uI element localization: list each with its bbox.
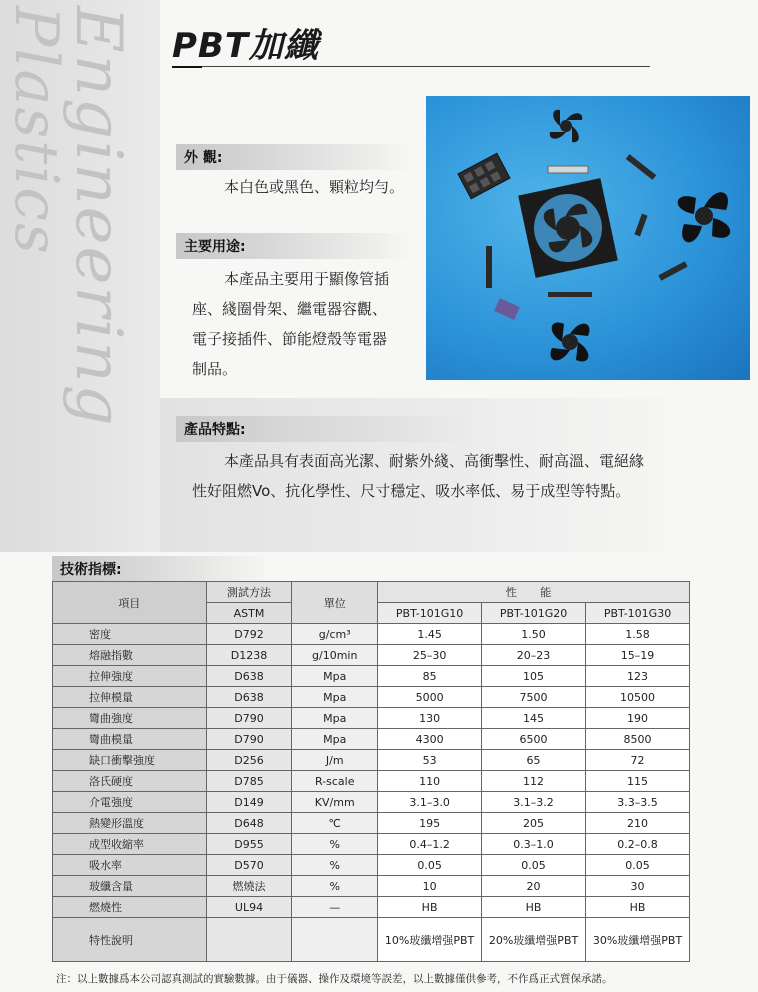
features-heading: 產品特點:	[176, 416, 476, 442]
row-method: D955	[206, 834, 292, 855]
row-method: D790	[206, 729, 292, 750]
row-unit: %	[292, 834, 378, 855]
strip-part-icon	[548, 166, 588, 173]
row-item: 熔融指數	[53, 645, 207, 666]
uses-line: 座、綫圈骨架、繼電器容觀、	[192, 300, 388, 318]
row-value: 195	[378, 813, 482, 834]
features-line: 性好阻燃Vo、抗化學性、尺寸穩定、吸水率低、易于成型等特點。	[192, 482, 631, 500]
product-photo	[426, 96, 750, 380]
row-method: D638	[206, 666, 292, 687]
row-method: UL94	[206, 897, 292, 918]
row-value: 0.05	[378, 855, 482, 876]
row-method: D570	[206, 855, 292, 876]
remark-value: 30%玻纖增强PBT	[586, 918, 690, 962]
row-value: 205	[482, 813, 586, 834]
row-item: 缺口衝擊強度	[53, 750, 207, 771]
table-row-remark	[53, 918, 690, 962]
row-unit: ℃	[292, 813, 378, 834]
header-unit: 單位	[292, 582, 378, 624]
header-performance: 性 能	[378, 582, 690, 603]
row-value: 3.3–3.5	[586, 792, 690, 813]
fan-large-icon	[678, 192, 730, 242]
row-value: 7500	[482, 687, 586, 708]
header-grade: PBT-101G10	[378, 603, 482, 624]
title-rule	[172, 66, 650, 67]
row-value: 30	[586, 876, 690, 897]
row-item: 熱變形溫度	[53, 813, 207, 834]
row-item: 密度	[53, 624, 207, 645]
row-unit: Mpa	[292, 708, 378, 729]
row-unit: Mpa	[292, 687, 378, 708]
row-value: 65	[482, 750, 586, 771]
row-item: 拉伸模量	[53, 687, 207, 708]
product-parts-illustration	[426, 96, 750, 380]
row-unit: g/cm³	[292, 624, 378, 645]
row-value: HB	[586, 897, 690, 918]
row-value: 0.05	[586, 855, 690, 876]
row-unit: Mpa	[292, 729, 378, 750]
row-method: D648	[206, 813, 292, 834]
spec-table	[52, 581, 690, 962]
row-value: 1.50	[482, 624, 586, 645]
row-value: 85	[378, 666, 482, 687]
fan-bottom-icon	[551, 323, 590, 362]
row-method: D792	[206, 624, 292, 645]
header-astm: ASTM	[206, 603, 292, 624]
purple-clip-icon	[494, 298, 520, 320]
table-row	[53, 708, 690, 729]
title-rule-accent	[172, 66, 202, 68]
remark-value: 10%玻纖增强PBT	[378, 918, 482, 962]
row-method: 燃燒法	[206, 876, 292, 897]
row-item: 彎曲強度	[53, 708, 207, 729]
row-value: 10	[378, 876, 482, 897]
row-unit: R-scale	[292, 771, 378, 792]
row-value: 8500	[586, 729, 690, 750]
row-value: 110	[378, 771, 482, 792]
row-method: D149	[206, 792, 292, 813]
table-row	[53, 645, 690, 666]
row-value: 72	[586, 750, 690, 771]
row-item: 彎曲模量	[53, 729, 207, 750]
table-row	[53, 750, 690, 771]
row-value: 1.58	[586, 624, 690, 645]
row-value: 6500	[482, 729, 586, 750]
row-method: D256	[206, 750, 292, 771]
page-title: PBT加纖	[172, 26, 320, 66]
row-value: 115	[586, 771, 690, 792]
table-row	[53, 729, 690, 750]
row-unit: %	[292, 876, 378, 897]
uses-text	[192, 264, 422, 384]
pin-strip-icon	[634, 214, 647, 237]
row-value: 4300	[378, 729, 482, 750]
table-row	[53, 687, 690, 708]
header-item: 項目	[53, 582, 207, 624]
row-value: 53	[378, 750, 482, 771]
row-value: 130	[378, 708, 482, 729]
fan-frame-icon	[518, 178, 618, 278]
pin-strip-icon	[486, 246, 492, 288]
row-value: 5000	[378, 687, 482, 708]
table-row	[53, 834, 690, 855]
row-unit: g/10min	[292, 645, 378, 666]
row-value: 0.2–0.8	[586, 834, 690, 855]
row-unit: Mpa	[292, 666, 378, 687]
table-row	[53, 771, 690, 792]
row-method: D790	[206, 708, 292, 729]
row-unit: J/m	[292, 750, 378, 771]
uses-line: 本產品主要用于顯像管插	[224, 270, 390, 288]
row-value: 0.4–1.2	[378, 834, 482, 855]
uses-line: 電子接插件、節能燈殼等電器	[192, 330, 388, 348]
remark-empty	[206, 918, 292, 962]
remark-item: 特性說明	[53, 918, 207, 962]
row-value: 190	[586, 708, 690, 729]
row-item: 成型收縮率	[53, 834, 207, 855]
remark-empty	[292, 918, 378, 962]
row-value: 105	[482, 666, 586, 687]
table-row	[53, 897, 690, 918]
table-row	[53, 624, 690, 645]
row-item: 吸水率	[53, 855, 207, 876]
row-value: 3.1–3.2	[482, 792, 586, 813]
pin-strip-icon	[658, 261, 687, 280]
row-value: 123	[586, 666, 690, 687]
row-unit: %	[292, 855, 378, 876]
pin-strip-icon	[626, 154, 656, 180]
row-value: 15–19	[586, 645, 690, 666]
side-text-engineering: Engineering	[61, 6, 135, 428]
row-item: 洛氏硬度	[53, 771, 207, 792]
row-value: 145	[482, 708, 586, 729]
uses-line: 制品。	[192, 360, 238, 378]
table-row	[53, 855, 690, 876]
table-row	[53, 792, 690, 813]
pin-strip-icon	[548, 292, 592, 297]
table-row	[53, 876, 690, 897]
row-method: D638	[206, 687, 292, 708]
header-grade: PBT-101G30	[586, 603, 690, 624]
appearance-text: 本白色或黑色、顆粒均勻。	[224, 178, 405, 196]
connector-block-icon	[458, 153, 510, 198]
row-value: 1.45	[378, 624, 482, 645]
table-row	[53, 666, 690, 687]
table-row	[53, 813, 690, 834]
row-method: D785	[206, 771, 292, 792]
row-method: D1238	[206, 645, 292, 666]
row-value: 112	[482, 771, 586, 792]
row-value: 210	[586, 813, 690, 834]
fan-small-icon	[550, 110, 583, 143]
row-value: 20	[482, 876, 586, 897]
features-text	[192, 446, 702, 506]
row-item: 拉伸強度	[53, 666, 207, 687]
row-value: 20–23	[482, 645, 586, 666]
row-value: HB	[378, 897, 482, 918]
header-grade: PBT-101G20	[482, 603, 586, 624]
row-value: 10500	[586, 687, 690, 708]
row-value: 25–30	[378, 645, 482, 666]
remark-value: 20%玻纖增强PBT	[482, 918, 586, 962]
row-value: HB	[482, 897, 586, 918]
specs-heading: 技術指標:	[52, 556, 272, 582]
header-test-method: 測試方法	[206, 582, 292, 603]
row-item: 玻纖含量	[53, 876, 207, 897]
row-value: 0.3–1.0	[482, 834, 586, 855]
appearance-heading: 外 觀:	[176, 144, 416, 170]
row-item: 介電強度	[53, 792, 207, 813]
features-line: 本產品具有表面高光潔、耐紫外綫、高衝擊性、耐高溫、電絕緣	[224, 452, 645, 470]
footnote: 注：以上數據爲本公司認真測試的實驗數據。由于儀器、操作及環境等誤差，以上數據僅供參考，不作爲正式質保承諾。	[56, 973, 613, 985]
uses-heading: 主要用途:	[176, 233, 416, 259]
row-unit: KV/mm	[292, 792, 378, 813]
table-header-row	[53, 582, 690, 603]
row-value: 3.1–3.0	[378, 792, 482, 813]
side-text-plastics: Plastics	[1, 6, 71, 256]
row-item: 燃燒性	[53, 897, 207, 918]
row-value: 0.05	[482, 855, 586, 876]
row-unit: —	[292, 897, 378, 918]
